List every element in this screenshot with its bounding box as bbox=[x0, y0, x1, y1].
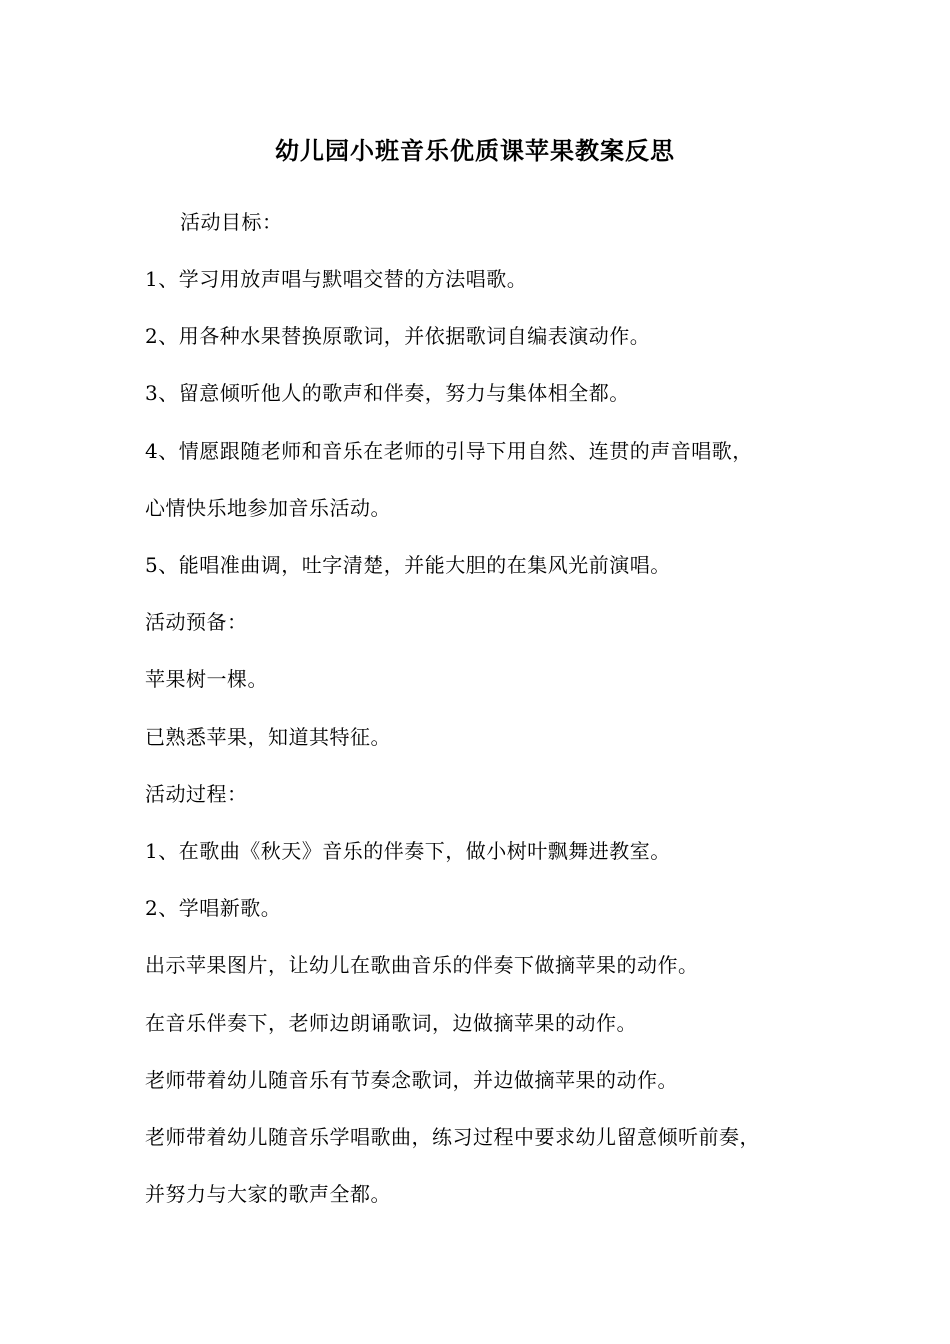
section-heading-preparation: 活动预备： bbox=[145, 610, 248, 634]
process-item-2: 2、学唱新歌。 bbox=[145, 896, 282, 920]
document-title: 幼儿园小班音乐优质课苹果教案反思 bbox=[275, 136, 675, 165]
process-step-3: 老师带着幼儿随音乐有节奏念歌词，并边做摘苹果的动作。 bbox=[145, 1068, 678, 1092]
section-heading-process: 活动过程： bbox=[145, 782, 248, 806]
process-step-2: 在音乐伴奏下，老师边朗诵歌词，边做摘苹果的动作。 bbox=[145, 1011, 637, 1035]
process-step-4: 老师带着幼儿随音乐学唱歌曲，练习过程中要求幼儿留意倾听前奏， bbox=[145, 1125, 760, 1149]
section-heading-goals: 活动目标： bbox=[180, 210, 283, 234]
preparation-item-2: 已熟悉苹果，知道其特征。 bbox=[145, 725, 391, 749]
process-item-1: 1、在歌曲《秋天》音乐的伴奏下，做小树叶飘舞进教室。 bbox=[145, 839, 671, 863]
goal-item-2: 2、用各种水果替换原歌词，并依据歌词自编表演动作。 bbox=[145, 324, 651, 348]
goal-item-3: 3、留意倾听他人的歌声和伴奏，努力与集体相全都。 bbox=[145, 381, 630, 405]
goal-item-4-continued: 心情快乐地参加音乐活动。 bbox=[145, 496, 391, 520]
goal-item-5: 5、能唱准曲调，吐字清楚，并能大胆的在集风光前演唱。 bbox=[145, 553, 671, 577]
process-step-4-continued: 并努力与大家的歌声全都。 bbox=[145, 1182, 391, 1206]
preparation-item-1: 苹果树一棵。 bbox=[145, 667, 268, 691]
goal-item-1: 1、学习用放声唱与默唱交替的方法唱歌。 bbox=[145, 267, 528, 291]
goal-item-4: 4、情愿跟随老师和音乐在老师的引导下用自然、连贯的声音唱歌， bbox=[145, 439, 753, 463]
process-step-1: 出示苹果图片，让幼儿在歌曲音乐的伴奏下做摘苹果的动作。 bbox=[145, 953, 699, 977]
